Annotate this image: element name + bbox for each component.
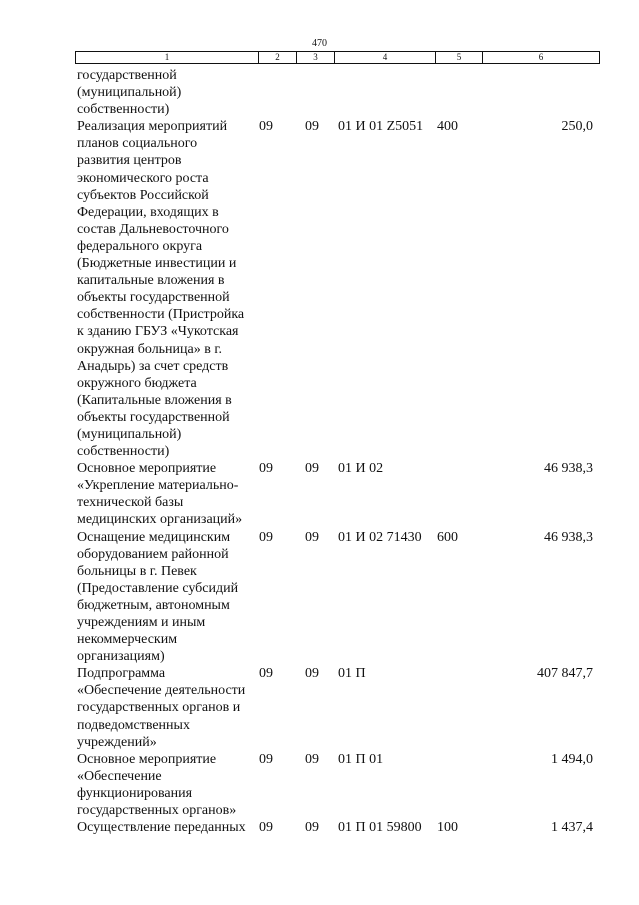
row-expense-type bbox=[435, 665, 482, 750]
row-expense-type: 400 bbox=[437, 119, 458, 135]
row-amount: 407 847,7 bbox=[537, 666, 593, 682]
table-row bbox=[75, 67, 599, 118]
row-amount: 1 494,0 bbox=[551, 751, 593, 767]
row-amount: 46 938,3 bbox=[544, 529, 593, 545]
row-subsection-code: 09 bbox=[305, 119, 319, 135]
table-row bbox=[75, 819, 599, 836]
column-header-3: 3 bbox=[297, 52, 335, 64]
row-expense-type bbox=[435, 67, 482, 118]
row-name: Подпрограмма «Обеспечение деятельности государственных органов и подведомственных учреждений» bbox=[77, 666, 246, 750]
row-expense-type bbox=[435, 460, 482, 528]
row-target-article: 01 И 01 Z5051 bbox=[338, 119, 424, 135]
row-amount: 1 437,4 bbox=[551, 820, 593, 836]
table-row bbox=[75, 460, 599, 528]
table-row bbox=[75, 665, 599, 750]
row-subsection-code: 09 bbox=[305, 529, 319, 545]
row-section-code: 09 bbox=[259, 529, 273, 545]
row-subsection-code: 09 bbox=[305, 666, 319, 682]
row-name: Осуществление переданных bbox=[77, 820, 246, 836]
row-expense-type: 100 bbox=[437, 820, 458, 836]
row-amount: 250,0 bbox=[561, 119, 593, 135]
row-name: Основное мероприятие «Укрепление материально- технической базы медицинских организаций» bbox=[77, 461, 243, 528]
row-section-code: 09 bbox=[259, 820, 273, 836]
row-section-code: 09 bbox=[259, 666, 273, 682]
row-section-code: 09 bbox=[259, 119, 273, 135]
row-target-article: 01 П bbox=[338, 666, 366, 682]
row-section-code bbox=[258, 67, 296, 118]
row-subsection-code bbox=[296, 67, 334, 118]
column-header-2: 2 bbox=[259, 52, 297, 64]
row-amount: 46 938,3 bbox=[544, 461, 593, 477]
column-header-table bbox=[75, 51, 600, 64]
row-target-article: 01 П 01 bbox=[338, 751, 384, 767]
row-section-code: 09 bbox=[259, 461, 273, 477]
row-target-article: 01 И 02 71430 bbox=[338, 529, 422, 545]
column-header-5: 5 bbox=[436, 52, 483, 64]
row-target-article: 01 П 01 59800 bbox=[338, 820, 422, 836]
row-subsection-code: 09 bbox=[305, 820, 319, 836]
row-amount bbox=[482, 67, 599, 118]
budget-table bbox=[75, 67, 599, 836]
row-name: государственной (муниципальной) собственности) bbox=[77, 68, 182, 118]
table-row bbox=[75, 118, 599, 460]
row-name: Реализация мероприятий планов социального развития центров экономического роста субъектов Российской Федерации, входящих в состав Дальневосточного федерального округа (Бюджетные инвестиции и капитальные вложения в объекты государственной собственности (Пристройка к зданию ГБУЗ «Чукотская окружная больница» в г. Анадырь) за счет средств окружного бюджета (Капитальные вложения в объекты государственной (муниципальной) собственности) bbox=[77, 119, 245, 460]
row-expense-type: 600 bbox=[437, 529, 458, 545]
table-row bbox=[75, 529, 599, 666]
row-expense-type bbox=[435, 751, 482, 819]
row-name: Основное мероприятие «Обеспечение функционирования государственных органов» bbox=[77, 751, 237, 819]
row-section-code: 09 bbox=[259, 751, 273, 767]
row-subsection-code: 09 bbox=[305, 751, 319, 767]
page-number: 470 bbox=[312, 38, 327, 49]
column-header-6: 6 bbox=[483, 52, 600, 64]
column-header-4: 4 bbox=[335, 52, 436, 64]
row-name: Оснащение медицинским оборудованием районной больницы в г. Певек (Предоставление субсидий бюджетным, автономным учреждениям и иным некоммерческим организациям) bbox=[77, 529, 239, 665]
column-header-1: 1 bbox=[76, 52, 259, 64]
row-target-article bbox=[334, 67, 435, 118]
row-subsection-code: 09 bbox=[305, 461, 319, 477]
row-target-article: 01 И 02 bbox=[338, 461, 384, 477]
table-row bbox=[75, 751, 599, 819]
column-header-row bbox=[76, 52, 600, 64]
